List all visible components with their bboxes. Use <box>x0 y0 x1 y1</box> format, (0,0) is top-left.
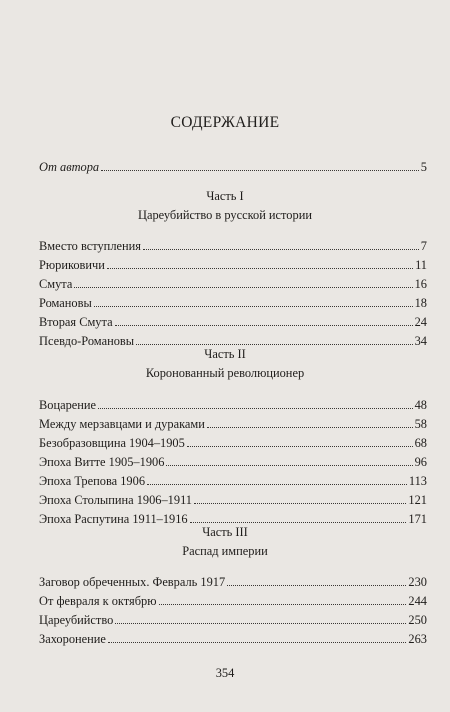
part-2-label: Часть II <box>204 347 246 361</box>
dot-leader <box>147 483 407 485</box>
toc-entry <box>39 237 427 253</box>
toc-entry <box>39 396 427 412</box>
dot-leader <box>108 641 406 643</box>
toc-entry-page: 250 <box>408 613 427 627</box>
toc-entry-page: 7 <box>420 239 427 253</box>
toc-entry-page: 68 <box>414 436 427 450</box>
dot-leader <box>194 502 406 504</box>
toc-entry <box>39 472 427 488</box>
part-1-label: Часть I <box>206 189 244 203</box>
toc-entry <box>39 256 427 272</box>
dot-leader <box>74 286 412 288</box>
toc-entry-page: 263 <box>408 632 427 646</box>
dot-leader <box>115 622 406 624</box>
dot-leader <box>227 584 406 586</box>
page-title: СОДЕРЖАНИЕ <box>170 114 280 131</box>
part-2-title: Коронованный революционер <box>145 366 305 380</box>
toc-entry-intro <box>39 158 427 174</box>
dot-leader <box>115 324 413 326</box>
toc-entry-page: 48 <box>414 398 427 412</box>
toc-entry-page: 96 <box>414 455 427 469</box>
toc-entry-label: Цареубийство <box>39 613 114 627</box>
toc-entry-label: Вместо вступления <box>39 239 141 253</box>
toc-entry <box>39 415 427 431</box>
toc-entry-label: Воцарение <box>39 398 97 412</box>
toc-entry <box>39 332 427 348</box>
dot-leader <box>187 445 413 447</box>
toc-entry <box>39 491 427 507</box>
toc-entry <box>39 611 427 627</box>
toc-entry <box>39 573 427 589</box>
dot-leader <box>136 343 413 345</box>
toc-entry <box>39 630 427 646</box>
toc-entry-page: 58 <box>414 417 427 431</box>
toc-entry <box>39 453 427 469</box>
toc-entry <box>39 294 427 310</box>
toc-entry-page: 34 <box>414 334 427 348</box>
dot-leader <box>159 603 407 605</box>
toc-entry-label: Эпоха Распутина 1911–1916 <box>39 512 188 526</box>
toc-entry-label: От февраля к октябрю <box>39 594 157 608</box>
dot-leader <box>190 521 407 523</box>
toc-entry-page: 16 <box>414 277 427 291</box>
toc-entry-page: 113 <box>408 474 427 488</box>
toc-entry-label: Захоронение <box>39 632 106 646</box>
toc-entry-label: Эпоха Трепова 1906 <box>39 474 146 488</box>
toc-entry-page: 5 <box>420 160 427 174</box>
dot-leader <box>143 248 419 250</box>
toc-entry-label: Рюриковичи <box>39 258 105 272</box>
toc-entry-page: 11 <box>415 258 427 272</box>
toc-entry-label: От автора <box>39 160 100 174</box>
dot-leader <box>207 426 413 428</box>
toc-entry-label: Эпоха Витте 1905–1906 <box>39 455 165 469</box>
toc-entry-page: 244 <box>408 594 427 608</box>
toc-entry-page: 171 <box>408 512 427 526</box>
toc-entry-label: Псевдо-Романовы <box>39 334 135 348</box>
part-3-label: Часть III <box>202 525 248 539</box>
toc-entry-page: 230 <box>408 575 427 589</box>
dot-leader <box>94 305 413 307</box>
toc-entry-page: 121 <box>408 493 427 507</box>
dot-leader <box>98 407 413 409</box>
toc-entry <box>39 434 427 450</box>
toc-entry <box>39 510 427 526</box>
toc-entry <box>39 313 427 329</box>
toc-entry <box>39 275 427 291</box>
part-1-title: Цареубийство в русской истории <box>138 208 312 222</box>
dot-leader <box>101 169 419 171</box>
toc-entry-page: 18 <box>414 296 427 310</box>
toc-entry-label: Романовы <box>39 296 92 310</box>
dot-leader <box>107 267 413 269</box>
toc-entry-label: Безобразовщина 1904–1905 <box>39 436 185 450</box>
toc-entry-label: Смута <box>39 277 73 291</box>
dot-leader <box>166 464 412 466</box>
toc-entry-label: Заговор обреченных. Февраль 1917 <box>39 575 226 589</box>
toc-entry-page: 24 <box>414 315 427 329</box>
toc-entry-label: Эпоха Столыпина 1906–1911 <box>39 493 193 507</box>
toc-entry-label: Между мерзавцами и дураками <box>39 417 205 431</box>
toc-entry <box>39 592 427 608</box>
page-number: 354 <box>215 666 235 680</box>
part-3-title: Распад империи <box>182 544 268 558</box>
toc-entry-label: Вторая Смута <box>39 315 113 329</box>
